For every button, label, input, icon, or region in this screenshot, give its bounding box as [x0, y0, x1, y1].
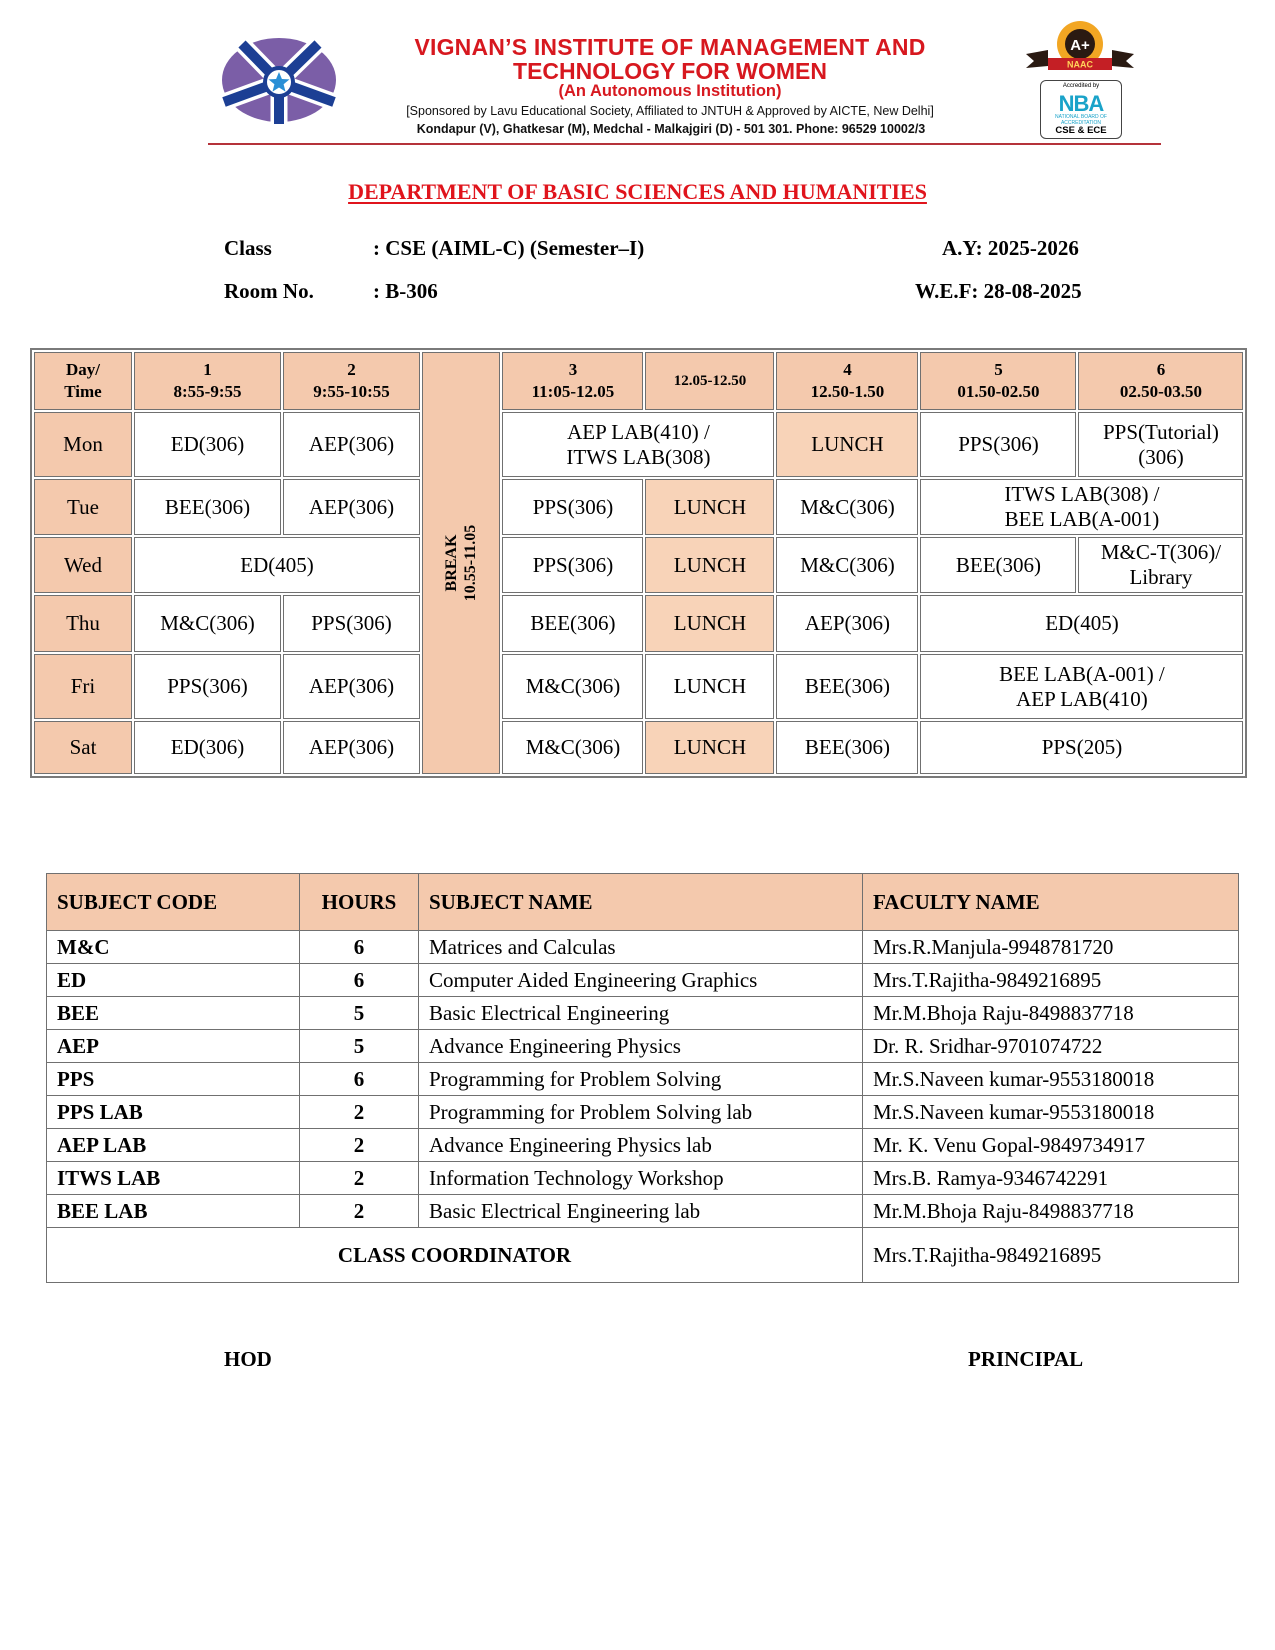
lab-line: BEE LAB(A-001) [1004, 507, 1160, 531]
slot-cell: AEP(306) [283, 654, 420, 719]
subject-name: Advance Engineering Physics lab [419, 1129, 863, 1162]
institute-name-line1: VIGNAN’S INSTITUTE OF MANAGEMENT AND [414, 34, 926, 60]
letterhead-divider [208, 143, 1161, 145]
nba-subtitle: NATIONAL BOARD OF ACCREDITATION [1055, 114, 1107, 126]
slot-cell [1078, 412, 1243, 477]
timetable-row-thu [34, 595, 1243, 652]
subject-hours: 6 [300, 1063, 419, 1096]
subject-code: BEE LAB [47, 1195, 300, 1228]
timetable-header-row [34, 352, 1243, 410]
day-cell: Sat [34, 721, 132, 774]
slot-cell: ED(405) [920, 595, 1243, 652]
subject-row [47, 1195, 1239, 1228]
vignan-logo-icon [220, 36, 338, 124]
institute-logo [220, 36, 338, 124]
lunch-cell: LUNCH [645, 595, 774, 652]
header-day-text: Day/ [66, 360, 100, 379]
timetable [30, 348, 1247, 778]
subject-hours: 2 [300, 1195, 419, 1228]
principal-signature: PRINCIPAL [968, 1347, 1084, 1371]
room-value: : B-306 [373, 279, 438, 303]
nba-programs: CSE & ECE [1055, 125, 1107, 136]
lab-slot-cell [920, 654, 1243, 719]
lab-line: ITWS LAB(308) [566, 444, 711, 469]
subject-row [47, 1030, 1239, 1063]
class-label: Class [224, 236, 272, 260]
room-label: Room No. [224, 279, 314, 303]
header-period-2 [283, 352, 420, 410]
slot-cell: PPS(306) [283, 595, 420, 652]
slot-line: Library [1129, 565, 1193, 589]
slot-cell: M&C(306) [776, 479, 918, 535]
period-time: 11:05-12.05 [531, 382, 615, 401]
subject-code: M&C [47, 931, 300, 964]
institute-name-line2: TECHNOLOGY FOR WOMEN [513, 58, 827, 84]
header-subject-name: SUBJECT NAME [419, 874, 863, 931]
subject-code: AEP LAB [47, 1129, 300, 1162]
period-time: 02.50-03.50 [1119, 382, 1203, 401]
period-number: 1 [203, 360, 212, 379]
slot-cell: PPS(306) [502, 537, 643, 593]
subject-name: Basic Electrical Engineering lab [419, 1195, 863, 1228]
slot-cell: M&C(306) [134, 595, 281, 652]
subject-hours: 6 [300, 964, 419, 997]
nba-badge [1040, 80, 1122, 139]
slot-cell: AEP(306) [283, 479, 420, 535]
lunch-cell: LUNCH [645, 654, 774, 719]
subject-hours: 5 [300, 1030, 419, 1063]
coordinator-label: CLASS COORDINATOR [47, 1228, 863, 1283]
timetable-row-mon [34, 412, 1243, 477]
slot-cell: M&C(306) [502, 654, 643, 719]
subject-row [47, 1129, 1239, 1162]
period-time: 8:55-9:55 [173, 382, 242, 401]
faculty-name: Mr.M.Bhoja Raju-8498837718 [863, 997, 1239, 1030]
faculty-name: Mrs.R.Manjula-9948781720 [863, 931, 1239, 964]
period-number: 5 [994, 360, 1003, 379]
period-time: 01.50-02.50 [957, 382, 1040, 401]
hod-signature: HOD [224, 1347, 272, 1371]
subject-header-row [47, 874, 1239, 931]
slot-cell: BEE(306) [776, 654, 918, 719]
faculty-name: Mrs.B. Ramya-9346742291 [863, 1162, 1239, 1195]
subject-row [47, 1063, 1239, 1096]
faculty-name: Dr. R. Sridhar-9701074722 [863, 1030, 1239, 1063]
faculty-name: Mr.S.Naveen kumar-9553180018 [863, 1096, 1239, 1129]
subject-name: Basic Electrical Engineering [419, 997, 863, 1030]
naac-badge-icon [1022, 20, 1138, 76]
day-cell: Wed [34, 537, 132, 593]
subject-name: Programming for Problem Solving lab [419, 1096, 863, 1129]
slot-cell: AEP(306) [776, 595, 918, 652]
break-column [422, 352, 500, 774]
subject-hours: 5 [300, 997, 419, 1030]
header-day-time [34, 352, 132, 410]
header-hours: HOURS [300, 874, 419, 931]
subject-code: PPS LAB [47, 1096, 300, 1129]
timetable-row-fri [34, 654, 1243, 719]
slot-cell: ED(306) [134, 412, 281, 477]
header-period-6 [1078, 352, 1243, 410]
slot-cell: BEE(306) [134, 479, 281, 535]
day-cell: Thu [34, 595, 132, 652]
header-period-1 [134, 352, 281, 410]
header-lunch-slot: 12.05-12.50 [645, 352, 774, 410]
header-subject-code: SUBJECT CODE [47, 874, 300, 931]
slot-line: M&C-T(306)/ [1100, 540, 1222, 564]
autonomous-label: (An Autonomous Institution) [558, 82, 782, 100]
lab-line: AEP LAB(410) / [567, 419, 710, 444]
subject-hours: 2 [300, 1096, 419, 1129]
subject-hours: 6 [300, 931, 419, 964]
subject-name: Programming for Problem Solving [419, 1063, 863, 1096]
period-number: 4 [843, 360, 852, 379]
period-number: 2 [347, 360, 356, 379]
break-time: 10.55-11.05 [462, 524, 480, 601]
subject-code: ITWS LAB [47, 1162, 300, 1195]
subject-row [47, 931, 1239, 964]
slot-cell: BEE(306) [920, 537, 1076, 593]
faculty-name: Mr. K. Venu Gopal-9849734917 [863, 1129, 1239, 1162]
slot-cell: ED(405) [134, 537, 420, 593]
period-number: 6 [1156, 360, 1166, 379]
sponsorship-line: [Sponsored by Lavu Educational Society, Affiliated to JNTUH & Approved by AICTE, New Delhi] [406, 104, 934, 118]
timetable-row-tue [34, 479, 1243, 535]
subject-name: Advance Engineering Physics [419, 1030, 863, 1063]
header-period-4 [776, 352, 918, 410]
slot-line: PPS(Tutorial) [1102, 419, 1219, 444]
period-time: 12.50-1.50 [810, 382, 885, 401]
subject-code: AEP [47, 1030, 300, 1063]
address-line: Kondapur (V), Ghatkesar (M), Medchal - Malkajgiri (D) - 501 301. Phone: 96529 10002/3 [416, 122, 926, 136]
break-label [442, 524, 480, 600]
subject-name: Matrices and Calculas [419, 931, 863, 964]
subject-row [47, 997, 1239, 1030]
day-cell: Fri [34, 654, 132, 719]
naac-label: NAAC [1067, 59, 1093, 70]
slot-cell: AEP(306) [283, 721, 420, 774]
slot-cell: M&C(306) [776, 537, 918, 593]
lunch-cell: LUNCH [645, 721, 774, 774]
coordinator-row [47, 1228, 1239, 1283]
department-title: DEPARTMENT OF BASIC SCIENCES AND HUMANITIES [348, 179, 927, 204]
period-number: 3 [568, 360, 578, 379]
lab-slot-cell [502, 412, 774, 477]
timetable-row-wed [34, 537, 1243, 593]
slot-cell: AEP(306) [283, 412, 420, 477]
slot-cell: PPS(306) [920, 412, 1076, 477]
subject-code: ED [47, 964, 300, 997]
lab-line: BEE LAB(A-001) / [999, 661, 1165, 686]
header-time-text: Time [64, 382, 102, 401]
wef-date: W.E.F: 28-08-2025 [915, 279, 1082, 303]
lunch-cell: LUNCH [645, 537, 774, 593]
slot-cell: ED(306) [134, 721, 281, 774]
day-cell: Mon [34, 412, 132, 477]
naac-badge [1022, 20, 1138, 76]
faculty-name: Mr.M.Bhoja Raju-8498837718 [863, 1195, 1239, 1228]
subject-table [46, 873, 1239, 1283]
faculty-name: Mr.S.Naveen kumar-9553180018 [863, 1063, 1239, 1096]
slot-cell: PPS(306) [502, 479, 643, 535]
class-value: : CSE (AIML-C) (Semester–I) [373, 236, 645, 260]
subject-code: BEE [47, 997, 300, 1030]
nba-logo-icon: NBA [1058, 91, 1104, 116]
timetable-row-sat [34, 721, 1243, 774]
lunch-cell: LUNCH [776, 412, 918, 477]
subject-name: Information Technology Workshop [419, 1162, 863, 1195]
subject-row [47, 1162, 1239, 1195]
faculty-name: Mrs.T.Rajitha-9849216895 [863, 964, 1239, 997]
header-period-5 [920, 352, 1076, 410]
lab-slot-cell [920, 479, 1243, 535]
subject-rows [47, 931, 1239, 1228]
break-text: BREAK [443, 534, 461, 591]
slot-line: (306) [1138, 444, 1184, 469]
subject-hours: 2 [300, 1162, 419, 1195]
subject-code: PPS [47, 1063, 300, 1096]
slot-cell: PPS(306) [134, 654, 281, 719]
lab-line: ITWS LAB(308) / [1004, 482, 1160, 506]
period-time: 9:55-10:55 [313, 382, 390, 401]
day-cell: Tue [34, 479, 132, 535]
slot-cell: BEE(306) [502, 595, 643, 652]
coordinator-value: Mrs.T.Rajitha-9849216895 [863, 1228, 1239, 1283]
slot-cell [1078, 537, 1243, 593]
lab-line: AEP LAB(410) [1016, 686, 1148, 711]
slot-cell: PPS(205) [920, 721, 1243, 774]
lunch-cell: LUNCH [645, 479, 774, 535]
nba-accredited-by: Accredited by [1062, 83, 1100, 89]
subject-row [47, 1096, 1239, 1129]
academic-year: A.Y: 2025-2026 [942, 236, 1079, 260]
header-period-3 [502, 352, 643, 410]
naac-grade: A+ [1070, 37, 1090, 54]
slot-cell: M&C(306) [502, 721, 643, 774]
header-faculty-name: FACULTY NAME [863, 874, 1239, 931]
slot-cell: BEE(306) [776, 721, 918, 774]
subject-hours: 2 [300, 1129, 419, 1162]
subject-row [47, 964, 1239, 997]
subject-name: Computer Aided Engineering Graphics [419, 964, 863, 997]
